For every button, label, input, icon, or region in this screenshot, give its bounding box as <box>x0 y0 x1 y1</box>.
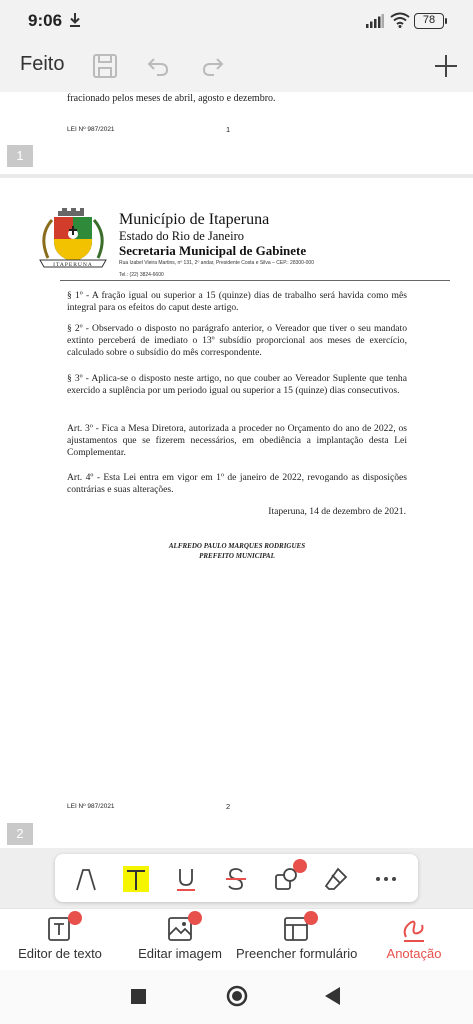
battery-icon: 78 <box>414 13 444 29</box>
text-editor-icon <box>46 915 74 943</box>
paragraph-3: § 3º - Aplica-se o disposto neste artigo, no que couber ao Vereador Suplente que tenha exercido a suplência por um periodo igual ou superior a 15 (quinze) dias consecutivos. <box>67 373 407 397</box>
tab-label: Anotação <box>386 946 442 961</box>
annotation-toolbar <box>0 848 473 908</box>
page-2-footer-page: 2 <box>226 802 231 811</box>
page-1-badge: 1 <box>7 145 33 167</box>
download-icon <box>68 12 82 28</box>
signature-name: ALFREDO PAULO MARQUES RODRIGUES <box>168 542 306 550</box>
header-phone: Tel.: (22) 3824-6600 <box>119 272 164 278</box>
shapes-tool-icon[interactable] <box>273 866 299 892</box>
undo-icon[interactable] <box>145 52 173 80</box>
recent-apps-icon[interactable] <box>131 989 146 1004</box>
annotation-icon <box>400 915 428 943</box>
back-icon[interactable] <box>325 987 341 1005</box>
edit-image-icon <box>166 915 194 943</box>
home-icon[interactable] <box>226 985 248 1007</box>
premium-crown-icon <box>68 911 82 925</box>
tab-text-editor[interactable] <box>12 915 108 961</box>
page-2 <box>0 178 473 848</box>
underline-tool-icon[interactable] <box>173 866 199 892</box>
redo-icon[interactable] <box>198 52 226 80</box>
coat-of-arms-logo <box>34 208 112 270</box>
page-1-tail-text: fracionado pelos meses de abril, agosto e dezembro. <box>67 93 276 104</box>
annotation-toolbox <box>55 854 418 902</box>
premium-crown-icon <box>188 911 202 925</box>
header-secretariat: Secretaria Municipal de Gabinete <box>119 243 307 258</box>
page-1-footer-law: LEI Nº 987/2021 <box>67 126 115 133</box>
done-button[interactable]: Feito <box>20 53 65 75</box>
page-2-footer-law: LEI Nº 987/2021 <box>67 803 115 810</box>
status-bar <box>0 0 473 42</box>
tab-label: Editor de texto <box>18 946 102 961</box>
pen-tool-icon[interactable] <box>73 866 99 892</box>
bottom-tab-bar <box>0 908 473 970</box>
svg-text:ITAPERUNA: ITAPERUNA <box>53 262 93 268</box>
fill-form-icon <box>282 915 310 943</box>
more-options-icon[interactable] <box>373 866 399 892</box>
strikethrough-tool-icon[interactable] <box>223 866 249 892</box>
system-nav-bar <box>0 970 473 1024</box>
premium-crown-icon <box>293 859 307 873</box>
header-state: Estado do Rio de Janeiro <box>119 229 244 243</box>
paragraph-2: § 2º - Observado o disposto no parágrafo anterior, o Vereador que tiver o seu mandato extinto perceberá de imediato o 13º subsídio proporcional aos meses de exercício, calculado sobre o subsídio do mês correspondente. <box>67 323 407 359</box>
date-line: Itaperuna, 14 de dezembro de 2021. <box>268 506 406 517</box>
document-viewer[interactable] <box>0 92 473 848</box>
tab-annotation[interactable] <box>376 915 452 961</box>
status-time: 9:06 <box>28 11 63 30</box>
page-1 <box>0 92 473 174</box>
paragraph-5: Art. 4º - Esta Lei entra em vigor em 1º de janeiro de 2022, revogando as disposições contrárias e suas alterações. <box>67 472 407 496</box>
eraser-tool-icon[interactable] <box>323 866 349 892</box>
tab-label: Editar imagem <box>138 946 222 961</box>
page-2-badge: 2 <box>7 823 33 845</box>
paragraph-4: Art. 3º - Fica a Mesa Diretora, autorizada a proceder no Orçamento do ano de 2022, os ajustamentos que se fizerem necessários, em obediência a implantação desta Lei Complementar. <box>67 423 407 459</box>
signature-title: PREFEITO MUNICIPAL <box>199 552 275 560</box>
header-divider <box>60 280 450 281</box>
signal-icon <box>366 14 384 28</box>
highlight-tool-icon[interactable] <box>123 866 149 892</box>
save-icon[interactable] <box>91 52 119 80</box>
tab-edit-image[interactable] <box>132 915 228 961</box>
premium-crown-icon <box>304 911 318 925</box>
paragraph-1: § 1º - A fração igual ou superior a 15 (quinze) dias de trabalho será havida como mês integral para os efeitos do caput deste artigo. <box>67 290 407 314</box>
header-municipality: Município de Itaperuna <box>119 211 270 228</box>
wifi-icon <box>390 12 410 28</box>
header-address: Rua Izabel Vieira Martins, nº 131, 2º andar, Presidente Costa e Silva – CEP.: 28300-000 <box>119 260 314 266</box>
page-1-footer-page: 1 <box>226 125 231 134</box>
add-icon[interactable] <box>432 52 460 80</box>
top-toolbar <box>0 42 473 92</box>
tab-label: Preencher formulário <box>236 946 358 961</box>
tab-fill-form[interactable] <box>236 915 356 961</box>
